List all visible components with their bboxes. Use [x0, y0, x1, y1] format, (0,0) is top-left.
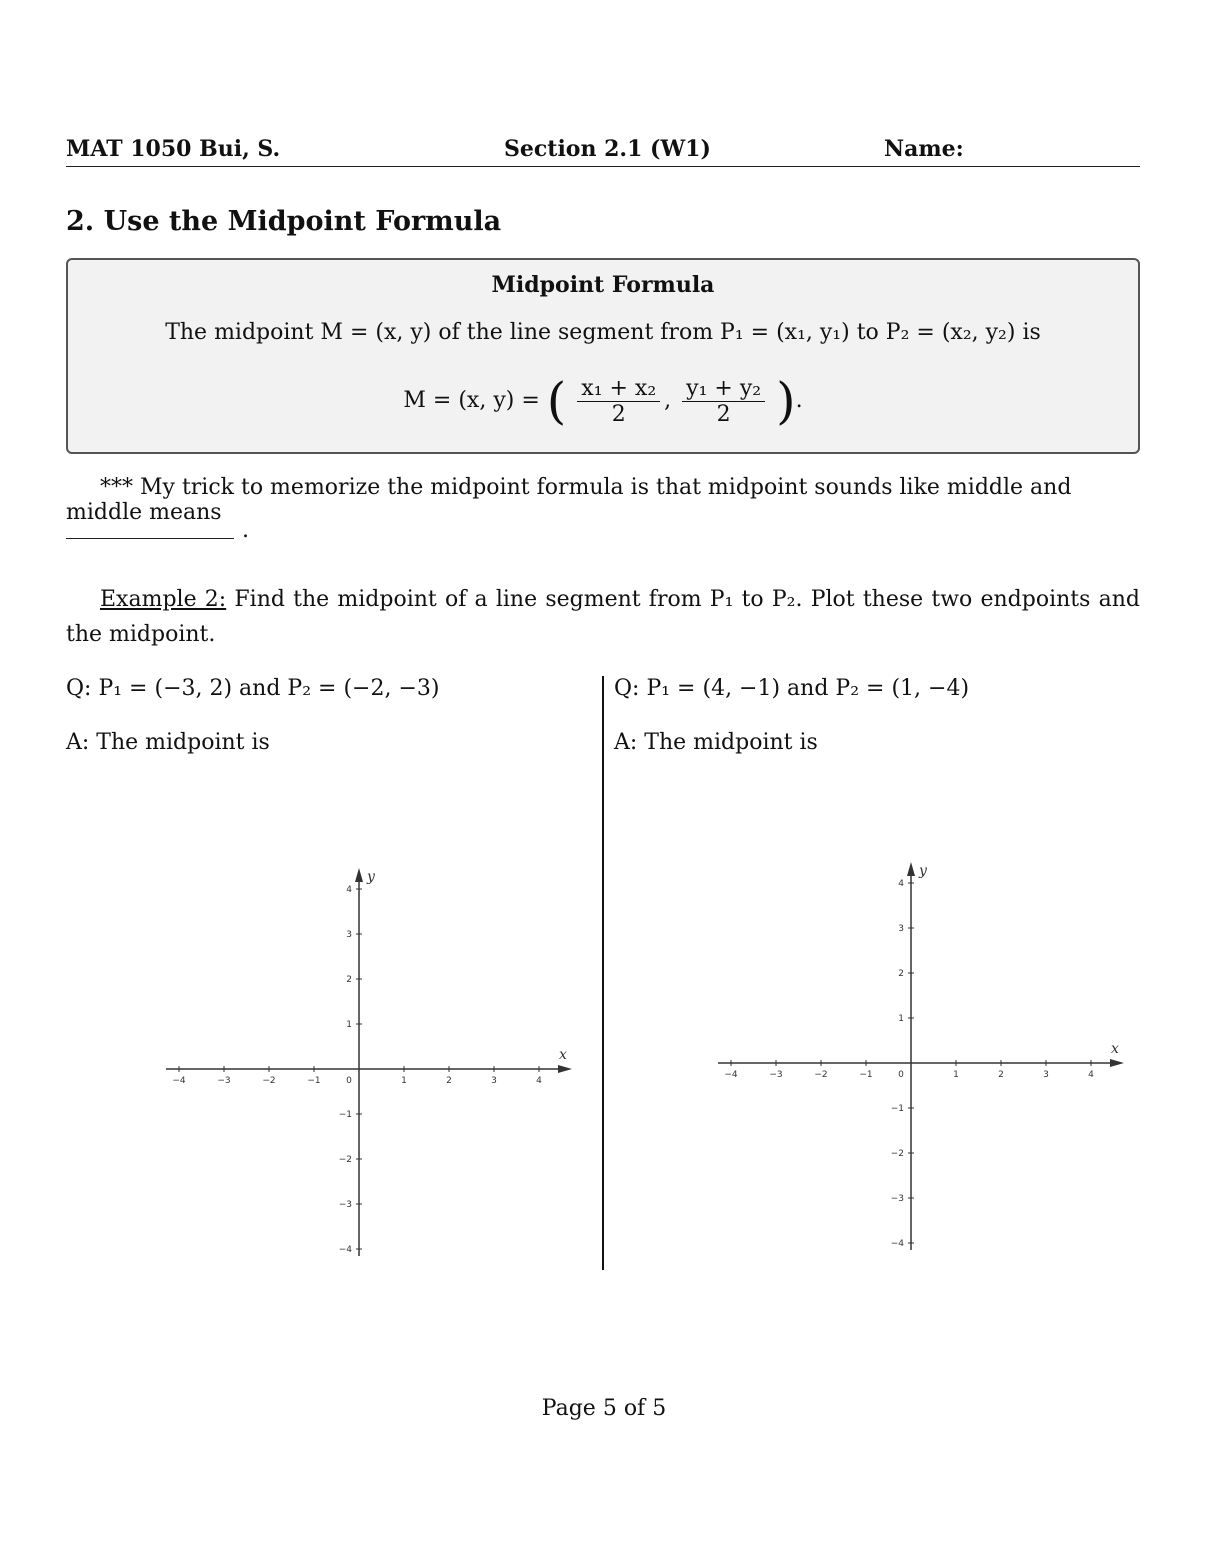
course-label: MAT 1050 Bui, S. [66, 136, 281, 162]
section-title: 2. Use the Midpoint Formula [66, 206, 502, 237]
x-fraction [577, 376, 660, 427]
x-axis-label: x [559, 1047, 567, 1063]
x-tick-label: 4 [536, 1076, 542, 1086]
coordinate-grid-2[interactable] [718, 860, 1128, 1254]
column-divider [602, 676, 604, 1270]
x-tick-label: 3 [491, 1076, 497, 1086]
y-tick-label: 4 [346, 885, 352, 895]
y-axis-arrow-icon [355, 868, 363, 882]
x-tick-label: 3 [1043, 1070, 1049, 1080]
y-tick-label: −1 [338, 1110, 352, 1120]
question-1: Q: P₁ = (−3, 2) and P₂ = (−2, −3) [66, 676, 440, 701]
example-text: Find the midpoint of a line segment from P₁ to P₂. Plot these two endpoints and the midpoint. [66, 587, 1140, 647]
formula-lhs: M = (x, y) = [403, 388, 540, 413]
example-prompt [66, 582, 1140, 652]
section-label: Section 2.1 (W1) [504, 136, 711, 162]
x-axis-arrow-icon [1110, 1059, 1124, 1067]
x-tick-label: −4 [724, 1070, 738, 1080]
y-tick-label: 2 [898, 969, 904, 979]
question-2: Q: P₁ = (4, −1) and P₂ = (1, −4) [614, 676, 970, 701]
y-tick-label: −3 [338, 1200, 352, 1210]
y-tick-label: −3 [890, 1194, 904, 1204]
x-tick-label: −4 [172, 1076, 186, 1086]
fill-in-blank[interactable] [66, 538, 234, 539]
x-tick-label: 2 [446, 1076, 452, 1086]
y-tick-label: −4 [890, 1239, 904, 1249]
x-tick-label: −1 [859, 1070, 873, 1080]
y-tick-label: −2 [890, 1149, 904, 1159]
answer-2: A: The midpoint is [614, 730, 818, 755]
y-axis-arrow-icon [907, 862, 915, 876]
x-tick-label: 0 [898, 1070, 904, 1080]
formula-statement: The midpoint M = (x, y) of the line segment from P₁ = (x₁, y₁) to P₂ = (x₂, y₂) is [165, 320, 1041, 345]
blank-period: . [242, 518, 249, 543]
name-label: Name: [884, 136, 964, 162]
y-fraction [682, 376, 765, 427]
trick-text: *** My trick to memorize the midpoint formula is that midpoint sounds like middle and middle means [66, 475, 1072, 525]
x-tick-label: 1 [401, 1076, 407, 1086]
x-denominator: 2 [611, 401, 626, 427]
y-tick-label: 3 [898, 924, 904, 934]
y-tick-label: 2 [346, 975, 352, 985]
x-tick-label: −2 [814, 1070, 828, 1080]
page-footer: Page 5 of 5 [541, 1396, 667, 1421]
x-tick-label: 4 [1088, 1070, 1094, 1080]
example-label: Example 2: [100, 587, 227, 612]
y-tick-label: −2 [338, 1155, 352, 1165]
y-tick-label: 1 [346, 1020, 352, 1030]
y-denominator: 2 [716, 401, 731, 427]
x-axis-arrow-icon [558, 1065, 572, 1073]
y-tick-label: 1 [898, 1014, 904, 1024]
midpoint-formula: M = (x, y) = ( $\frac{\text{x₁ + x₂}}{2}$ , $\frac{\text{y₁ + y₂}}{2}$ ). [403, 372, 803, 430]
y-axis-label: y [919, 863, 927, 879]
y-tick-label: 4 [898, 879, 904, 889]
x-tick-label: 2 [998, 1070, 1004, 1080]
x-tick-label: −3 [769, 1070, 783, 1080]
x-tick-label: −2 [262, 1076, 276, 1086]
x-axis-label: x [1111, 1041, 1119, 1057]
x-tick-label: 1 [953, 1070, 959, 1080]
formula-box-title: Midpoint Formula [491, 272, 715, 298]
y-numerator: y₁ + y₂ [682, 376, 765, 402]
formula-box [66, 258, 1140, 454]
coordinate-grid-1[interactable] [166, 866, 576, 1260]
y-tick-label: 3 [346, 930, 352, 940]
x-tick-label: −1 [307, 1076, 321, 1086]
y-tick-label: −1 [890, 1104, 904, 1114]
x-tick-label: 0 [346, 1076, 352, 1086]
answer-1: A: The midpoint is [66, 730, 270, 755]
page-header [66, 134, 1140, 167]
y-axis-label: y [367, 869, 375, 885]
x-tick-label: −3 [217, 1076, 231, 1086]
y-tick-label: −4 [338, 1245, 352, 1255]
x-numerator: x₁ + x₂ [577, 376, 660, 402]
